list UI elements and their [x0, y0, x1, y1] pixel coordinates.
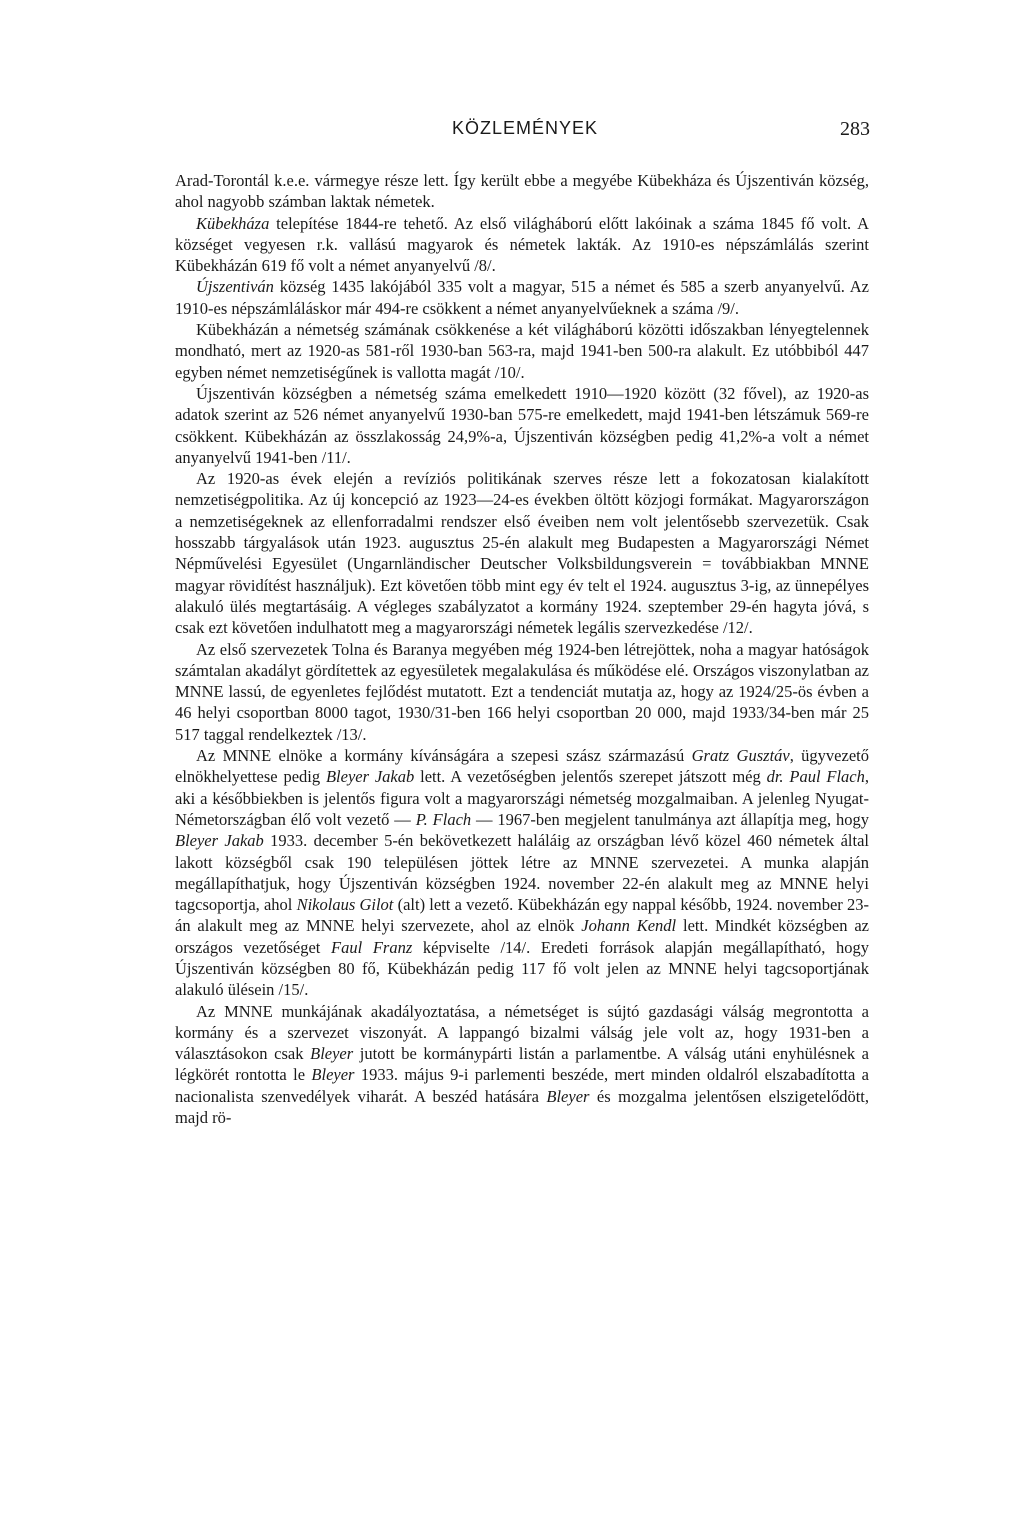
running-title: KÖZLEMÉNYEK: [451, 118, 599, 138]
text-run: lett. Mindkét községben az országos vezetőséget: [175, 916, 869, 957]
text-run: jutott be kormánypárti listán a parlamentbe. A válság utáni enyhülésnek a légkörét rontotta le: [175, 1044, 870, 1085]
paragraph: [175, 468, 869, 638]
text-run: község 1435 lakójából 335 volt a magyar, 515 a német és 585 a szerb anyanyelvű. Az 1910-es népszámláláskor már 494-re csökkent a német anyanyelvűeknek a száma /9/.: [175, 277, 869, 318]
text-run: , aki a későbbiekben is jelentős figura volt a magyarországi németség mozgalmaiban. A jelenleg Nyugat-Németországban élő volt vezető —: [175, 767, 869, 829]
text-run: Az MNNE munkájának akadályoztatása, a németséget is sújtó gazdasági válság megrontotta a kormány és a szervezet viszonyát. A lappangó bizalmi válság jele volt az, hogy 1931-ben a választásokon csak: [175, 1001, 869, 1064]
text-run: (alt) lett a vezető. Kübekházán egy nappal később, 1924. november 23-án alakult meg az MNNE helyi szervezete, ahol az elnök: [175, 895, 869, 936]
italic-text: Kübekháza: [196, 213, 270, 233]
italic-text: Gratz Gusztáv: [691, 746, 790, 766]
text-run: Az 1920-as évek elején a revíziós politikának szerves része lett a fokozatosan kialakított nemzetiségpolitika. Az új koncepció az 1923—24-es években öltött közjogi formákat. Magyarországon a nemzetiségeknek az ellenforradalmi rendszer első éveiben nem volt jelentősebb szervezetük. Csak hosszabb tárgyalások után 1923. augusztus 25-én alakult meg Budapesten a Magyarországi Német Népművelési Egyesület (Ungarnländischer Deutscher Volksbildungsverein = továbbiakban MNNE magyar rövidítést használjuk). Ezt követően több mint egy év telt el 1924. augusztus 3-ig, az ünnepélyes alakuló ülés megtartásáig. A végleges szabályzatot a kormány 1924. szeptember 29-én hagyta jóvá, s csak ezt követően indulhatott meg a magyarországi németek legális szervezkedése /12/.: [175, 469, 869, 638]
paragraph: [175, 745, 869, 1001]
text-run: Újszentiván községben a németség száma emelkedett 1910—1920 között (32 fővel), az 1920-as adatok szerint az 526 német anyanyelvű 1930-ban 575-re emelkedett, majd 1941-ben létszámuk 569-re csökkent. Kübekházán az összlakosság 24,9%-a, Újszentiván községben pedig 41,2%-a volt a német anyanyelvű 1941-ben /11/.: [175, 383, 869, 467]
text-run: — 1967-ben megjelent tanulmánya azt állapítja meg, hogy: [471, 809, 869, 829]
paragraph: [175, 213, 869, 277]
text-run: Arad-Torontál k.e.e. vármegye része lett. Így került ebbe a megyébe Kübekháza és Újszentiván község, ahol nagyobb számban laktak németek.: [175, 171, 869, 212]
paragraph: [175, 1001, 869, 1129]
text-run: telepítése 1844-re tehető. Az első világháború előtt lakóinak a száma 1845 fő volt. A községet vegyesen r.k. vallású magyarok és németek lakták. Az 1910-es népszámlálás szerint Kübekházán 619 fő volt a német anyanyelvű /8/.: [175, 213, 869, 276]
italic-text: Bleyer Jakab: [175, 831, 264, 851]
italic-text: Bleyer: [311, 1065, 355, 1085]
text-run: képviselte /14/. Eredeti források alapján megállapítható, hogy Újszentiván községben 80 fő, Kübekházán pedig 117 fő volt jelen az MNNE helyi tagcsoportjának alakuló ülésein /15/.: [175, 937, 869, 1000]
italic-text: Nikolaus Gilot: [296, 895, 394, 915]
text-run: 1933. december 5-én bekövetkezett haláláig az országban lévő közel 460 németek által lakott községből csak 190 településen jöttek létre az MNNE szervezetei. A munka alapján megállapíthatjuk, hogy Újszentiván községben 1924. november 22-én alakult meg az MNNE helyi tagcsoportja, ahol: [175, 831, 869, 915]
page-number: 283: [840, 118, 870, 140]
paragraph: [175, 639, 869, 745]
paragraph: [175, 383, 869, 468]
text-run: 1933. május 9-i parlementi beszéde, mert minden oldalról elszabadította a nacionalista szenvedélyek viharát. A beszéd hatására: [175, 1065, 870, 1106]
paragraph: [175, 276, 869, 319]
text-run: lett. A vezetőségben jelentős szerepet játszott még: [414, 767, 767, 787]
italic-text: Bleyer: [310, 1044, 354, 1064]
article-body: [175, 170, 869, 1128]
text-run: , ügyvezető elnökhelyettese pedig: [175, 746, 869, 787]
paragraph: [175, 170, 869, 213]
paragraph: [175, 319, 869, 383]
italic-text: Bleyer Jakab: [325, 767, 415, 787]
italic-text: Faul Franz: [331, 937, 413, 957]
text-run: Az MNNE elnöke a kormány kívánságára a szepesi szász származású: [196, 746, 692, 766]
italic-text: P. Flach: [415, 809, 472, 829]
page-header: [180, 118, 870, 146]
text-run: Kübekházán a németség számának csökkenése a két világháború közötti időszakban lényegtelennek mondható, mert az 1920-as 581-ről 1930-ban 563-ra, majd 1941-ben 500-ra alakult. Ez utóbbiból 447 egyben német nemzetiségűnek is vallotta magát /10/.: [175, 320, 869, 382]
text-run: Az első szervezetek Tolna és Baranya megyében még 1924-ben létrejöttek, noha a magyar hatóságok számtalan akadályt gördítettek az egyesületek megalakulása és működése elé. Országos viszonylatban az MNNE lassú, de egyenletes fejlődést mutatott. Ezt a tendenciát mutatja az, hogy az 1924/25-ös évben a 46 helyi csoportban 8000 tagot, 1930/31-ben 166 helyi csoportban 20 000, majd 1933/34-ben már 25 517 taggal rendelkeztek /13/.: [175, 639, 869, 744]
text-run: és mozgalma jelentősen elszigetelődött, majd rö-: [175, 1086, 869, 1128]
italic-text: dr. Paul Flach: [766, 767, 865, 787]
italic-text: Johann Kendl: [581, 916, 677, 936]
italic-text: Újszentiván: [196, 277, 274, 297]
italic-text: Bleyer: [546, 1086, 590, 1106]
